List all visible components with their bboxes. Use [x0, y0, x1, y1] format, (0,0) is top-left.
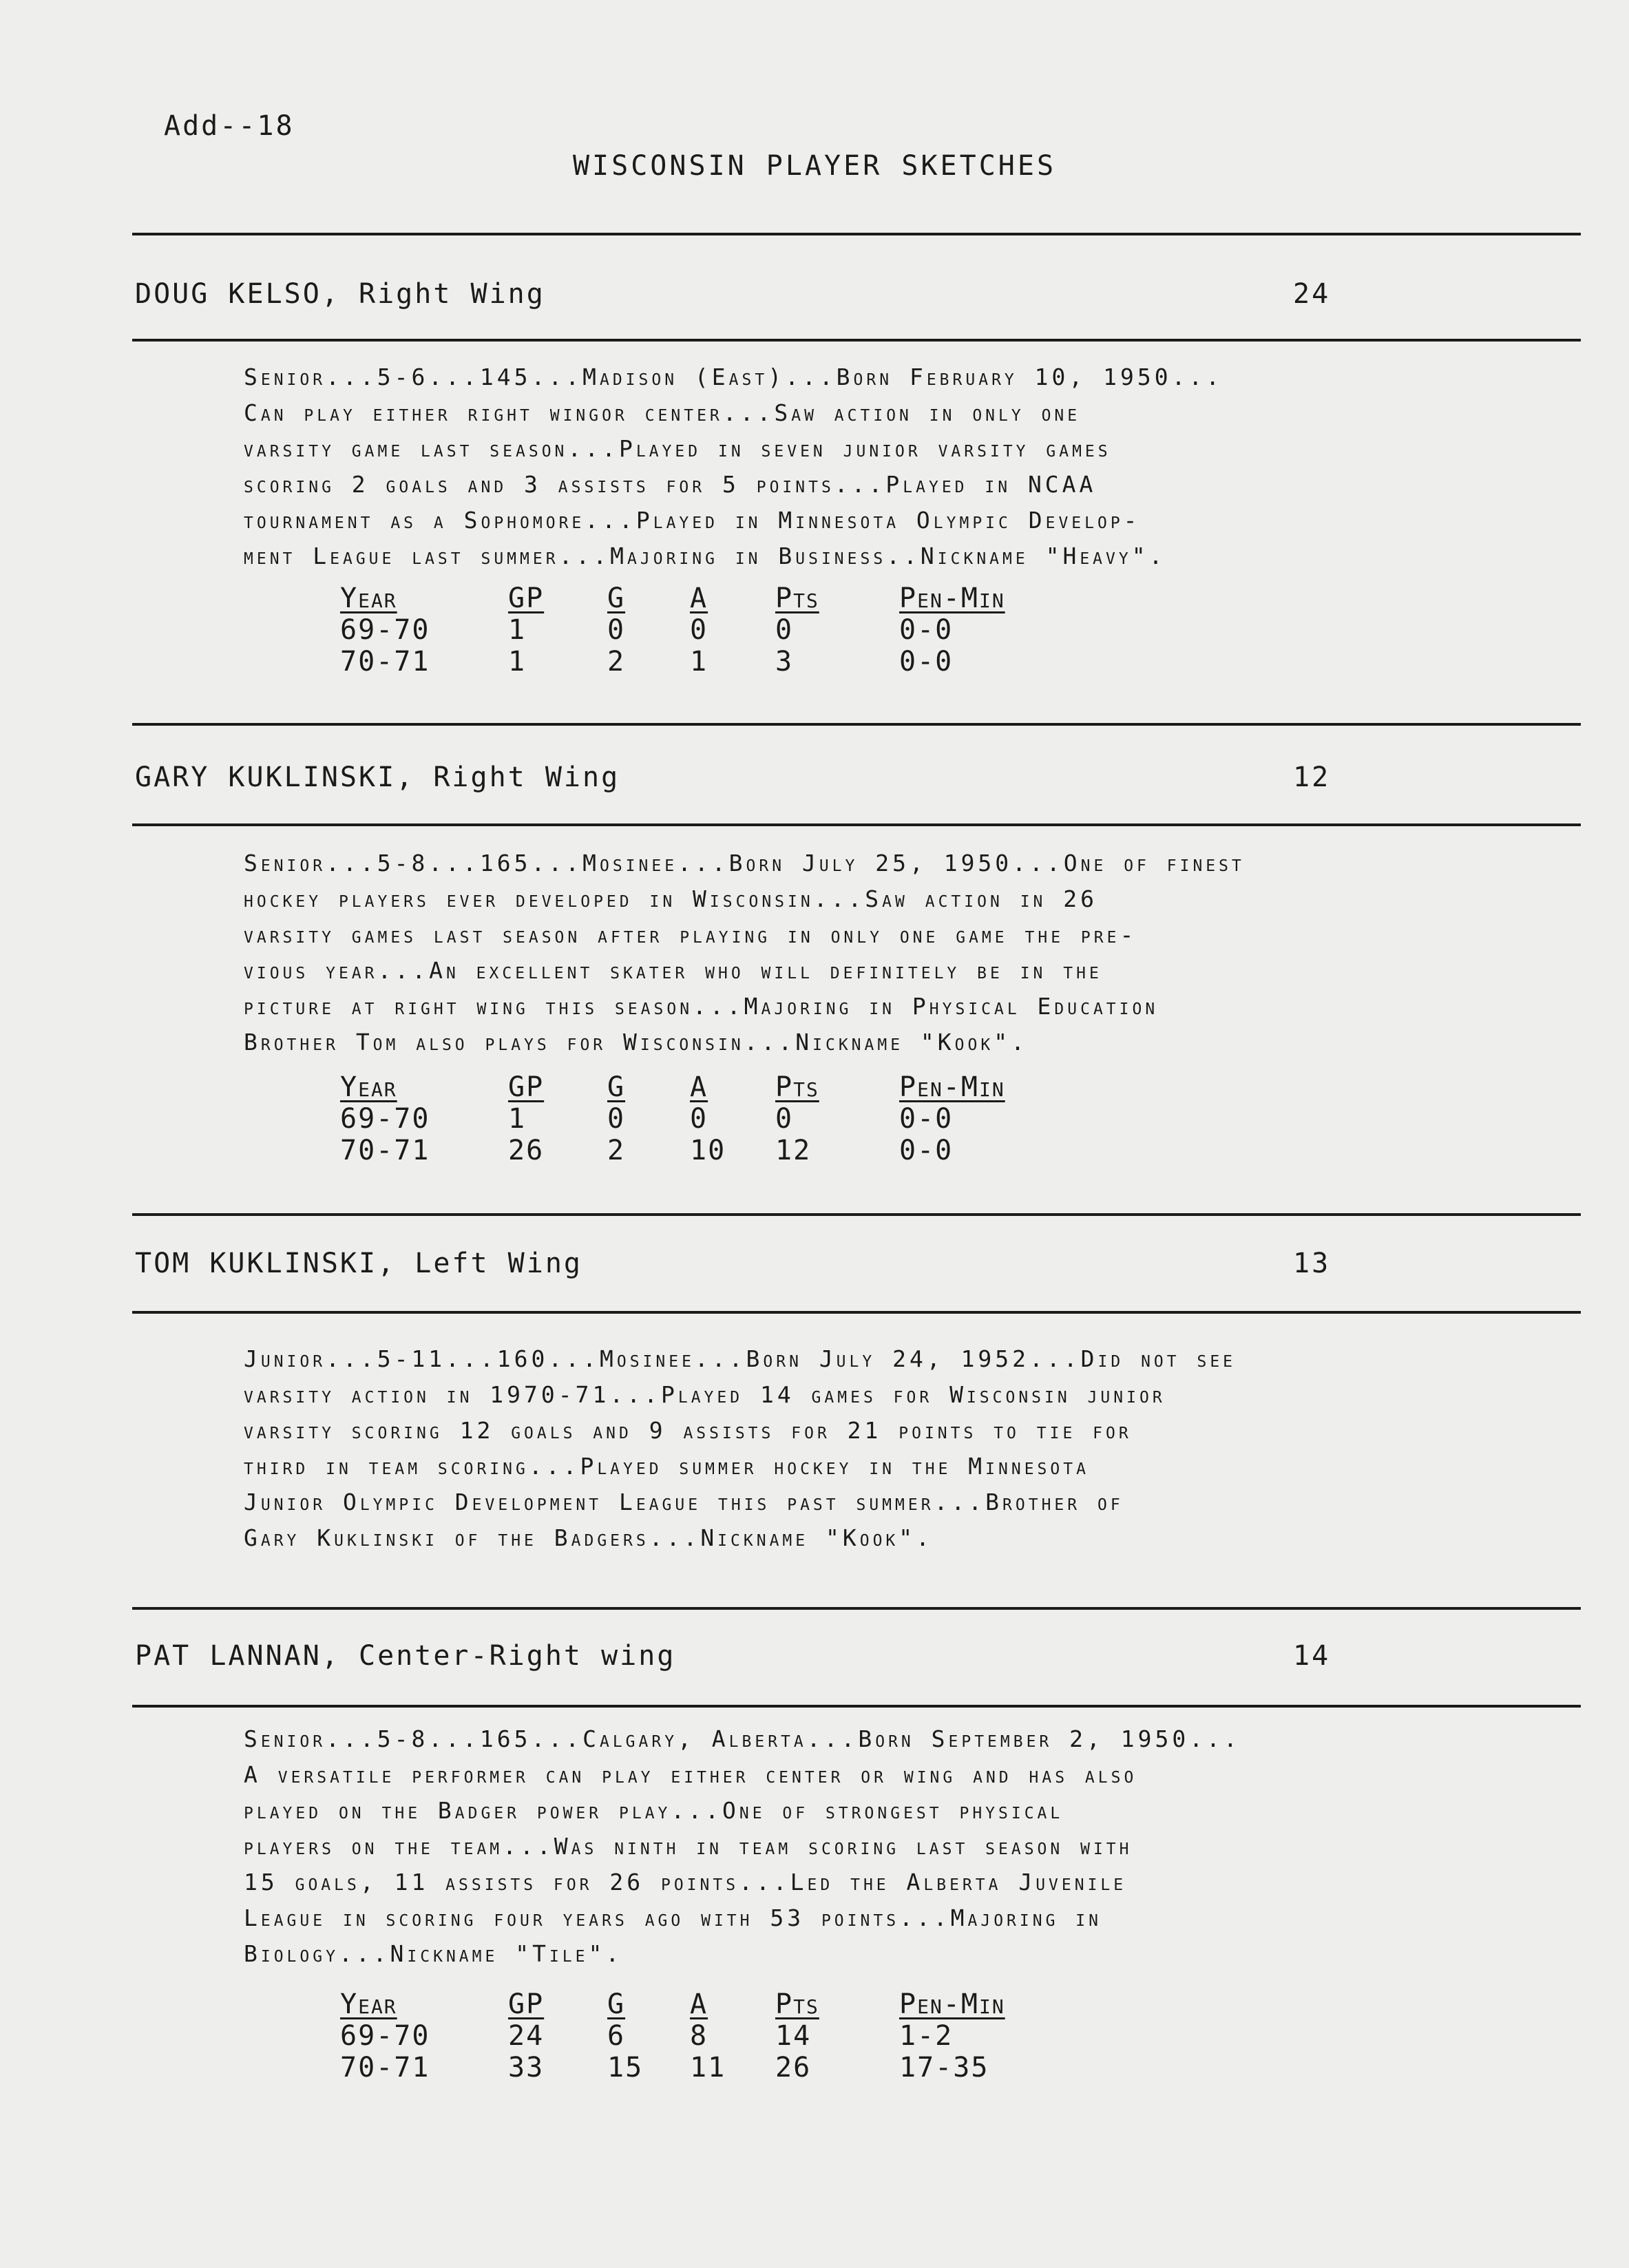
player-number: 13 [1293, 1248, 1331, 1279]
header-gp: GP [508, 1071, 545, 1103]
stat-a: 10 [690, 1135, 726, 1166]
stat-pen-min: 17-35 [899, 2052, 989, 2083]
bio-line: Gary Kuklinski of the Badgers...Nickname "Kook". [244, 1524, 933, 1551]
player-bio [244, 1721, 1573, 1972]
section-rule [132, 339, 1581, 342]
section-rule [132, 1705, 1581, 1708]
stat-pts: 0 [775, 614, 794, 646]
stat-gp: 1 [508, 1103, 527, 1135]
player-name: PAT LANNAN [135, 1640, 322, 1672]
section-rule [132, 1213, 1581, 1216]
section-rule [132, 823, 1581, 826]
header-a: A [690, 1988, 708, 2020]
header-pen-min: Pen-Min [899, 1988, 1005, 2020]
bio-line: played on the Badger power play...One of strongest physical [244, 1797, 1064, 1824]
bio-line: vious year...An excellent skater who will definitely be in the [244, 957, 1102, 984]
stat-a: 8 [690, 2020, 708, 2052]
stat-g: 2 [607, 646, 626, 678]
stat-a: 1 [690, 646, 708, 678]
player-position: Center-Right wing [359, 1640, 676, 1672]
bio-line: picture at right wing this season...Majoring in Physical Education [244, 993, 1159, 1020]
bio-line: Junior Olympic Development League this past summer...Brother of [244, 1489, 1124, 1515]
bio-line: varsity action in 1970-71...Played 14 games for Wisconsin junior [244, 1381, 1166, 1408]
player-name: GARY KUKLINSKI [135, 762, 397, 793]
stat-pts: 0 [775, 1103, 794, 1135]
player-name-line: DOUG KELSO, Right Wing [135, 278, 545, 310]
bio-line: varsity games last season after playing in only one game the pre- [244, 921, 1137, 948]
player-position: Right Wing [433, 762, 620, 793]
stat-pts: 3 [775, 646, 794, 678]
player-position: Left Wing [414, 1248, 582, 1279]
stat-a: 0 [690, 614, 708, 646]
bio-line: Junior...5-11...160...Mosinee...Born July 24, 1952...Did not see [244, 1345, 1237, 1372]
stat-a: 11 [690, 2052, 726, 2083]
header-pen-min: Pen-Min [899, 582, 1005, 614]
bio-line: Senior...5-8...165...Calgary, Alberta...Born September 2, 1950... [244, 1725, 1241, 1752]
player-name: DOUG KELSO [135, 278, 322, 310]
player-name: TOM KUKLINSKI [135, 1248, 378, 1279]
stat-year: 69-70 [340, 614, 430, 646]
stat-pts: 12 [775, 1135, 812, 1166]
bio-line: tournament as a Sophomore...Played in Minnesota Olympic Develop- [244, 507, 1141, 534]
stat-pts: 14 [775, 2020, 812, 2052]
stat-g: 2 [607, 1135, 626, 1166]
stat-g: 0 [607, 1103, 626, 1135]
bio-line: third in team scoring...Played summer hockey in the Minnesota [244, 1453, 1089, 1480]
stat-gp: 24 [508, 2020, 545, 2052]
stat-gp: 1 [508, 614, 527, 646]
stat-gp: 1 [508, 646, 527, 678]
stat-g: 0 [607, 614, 626, 646]
section-rule [132, 1311, 1581, 1314]
section-rule [132, 1607, 1581, 1610]
bio-line: ment League last summer...Majoring in Business..Nickname "Heavy". [244, 543, 1166, 569]
header-g: G [607, 1071, 626, 1103]
stat-year: 70-71 [340, 646, 430, 678]
stat-g: 15 [607, 2052, 644, 2083]
page-title: WISCONSIN PLAYER SKETCHES [572, 150, 1057, 182]
stat-pen-min: 0-0 [899, 646, 954, 678]
header-a: A [690, 582, 708, 614]
bio-line: A versatile performer can play either center or wing and has also [244, 1761, 1137, 1788]
header-gp: GP [508, 1988, 545, 2020]
bio-line: hockey players ever developed in Wisconsin...Saw action in 26 [244, 885, 1097, 912]
header-gp: GP [508, 582, 545, 614]
bio-line: scoring 2 goals and 3 assists for 5 points...Played in NCAA [244, 471, 1097, 498]
section-rule [132, 233, 1581, 235]
header-pts: Pts [775, 582, 819, 614]
player-name-line: GARY KUKLINSKI, Right Wing [135, 762, 620, 793]
player-number: 14 [1293, 1640, 1331, 1672]
player-name-line: PAT LANNAN, Center-Right wing [135, 1640, 676, 1672]
stat-gp: 33 [508, 2052, 545, 2083]
player-number: 24 [1293, 278, 1331, 310]
bio-line: League in scoring four years ago with 53 points...Majoring in [244, 1904, 1102, 1931]
page-number: Add--18 [164, 110, 295, 142]
stat-g: 6 [607, 2020, 626, 2052]
stat-pen-min: 0-0 [899, 614, 954, 646]
bio-line: Senior...5-6...145...Madison (East)...Born February 10, 1950... [244, 364, 1223, 390]
header-year: Year [340, 1988, 397, 2020]
bio-line: players on the team...Was ninth in team scoring last season with [244, 1833, 1133, 1860]
player-position: Right Wing [359, 278, 545, 310]
stat-year: 70-71 [340, 2052, 430, 2083]
header-g: G [607, 582, 626, 614]
player-number: 12 [1293, 762, 1331, 793]
stat-pen-min: 0-0 [899, 1135, 954, 1166]
bio-line: Brother Tom also plays for Wisconsin...Nickname "Kook". [244, 1029, 1028, 1056]
section-rule [132, 723, 1581, 726]
bio-line: Senior...5-8...165...Mosinee...Born July 25, 1950...One of finest [244, 850, 1245, 876]
header-pts: Pts [775, 1988, 819, 2020]
header-pts: Pts [775, 1071, 819, 1103]
stat-year: 69-70 [340, 1103, 430, 1135]
stat-pen-min: 0-0 [899, 1103, 954, 1135]
header-year: Year [340, 582, 397, 614]
bio-line: Biology...Nickname "Tile". [244, 1940, 623, 1967]
header-a: A [690, 1071, 708, 1103]
stat-year: 70-71 [340, 1135, 430, 1166]
stat-pts: 26 [775, 2052, 812, 2083]
player-bio [244, 1341, 1573, 1556]
player-name-line: TOM KUKLINSKI, Left Wing [135, 1248, 582, 1279]
player-bio [244, 359, 1573, 574]
stat-a: 0 [690, 1103, 708, 1135]
header-pen-min: Pen-Min [899, 1071, 1005, 1103]
stat-year: 69-70 [340, 2020, 430, 2052]
header-year: Year [340, 1071, 397, 1103]
header-g: G [607, 1988, 626, 2020]
stat-pen-min: 1-2 [899, 2020, 954, 2052]
player-bio [244, 846, 1573, 1060]
bio-line: varsity scoring 12 goals and 9 assists for 21 points to tie for [244, 1417, 1132, 1444]
bio-line: varsity game last season...Played in seven junior varsity games [244, 435, 1111, 462]
bio-line: 15 goals, 11 assists for 26 points...Led the Alberta Juvenile [244, 1869, 1127, 1896]
bio-line: Can play either right wingor center...Saw action in only one [244, 399, 1081, 426]
stat-gp: 26 [508, 1135, 545, 1166]
